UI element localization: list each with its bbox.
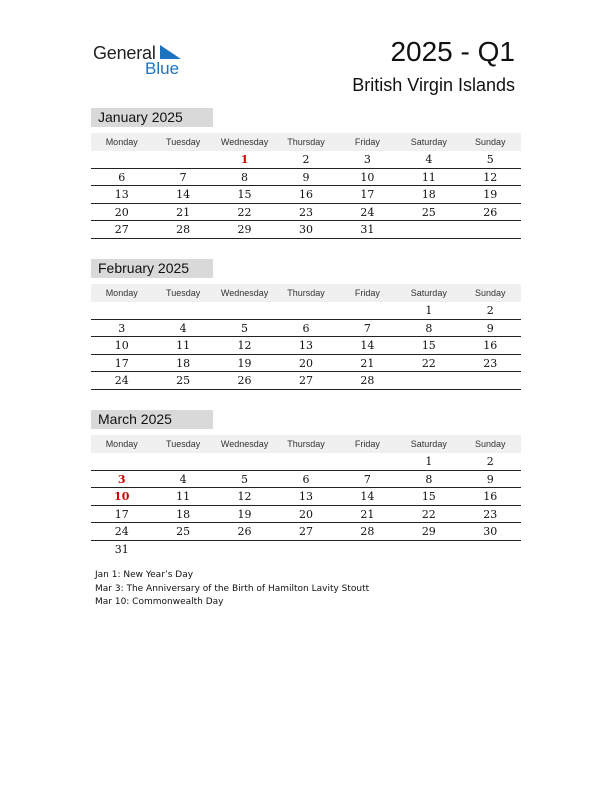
day-cell bbox=[337, 541, 398, 558]
weekday-label: Wednesday bbox=[220, 288, 269, 298]
day-cell: 6 bbox=[302, 321, 310, 335]
day-cell: 7 bbox=[363, 472, 371, 486]
weekday-label: Thursday bbox=[287, 439, 325, 449]
weekday-label: Friday bbox=[354, 137, 380, 147]
day-cell bbox=[91, 302, 152, 319]
day-cell: 26 bbox=[237, 525, 252, 538]
day-cell bbox=[214, 541, 275, 558]
month-label: January 2025 bbox=[91, 108, 213, 127]
day-cell: 15 bbox=[421, 490, 436, 503]
day-cell: 14 bbox=[360, 490, 375, 503]
weekday-header bbox=[91, 133, 521, 151]
day-cell: 24 bbox=[114, 374, 129, 387]
day-cell: 16 bbox=[483, 490, 498, 503]
page-title: 2025 - Q1 bbox=[390, 36, 515, 67]
day-cell: 3 bbox=[118, 321, 126, 335]
logo-blue-text: Blue bbox=[145, 59, 180, 78]
day-cell: 20 bbox=[114, 205, 129, 219]
day-cell: 13 bbox=[298, 339, 313, 352]
day-cell: 21 bbox=[360, 507, 375, 521]
day-cell: 11 bbox=[421, 170, 436, 184]
day-cell: 4 bbox=[179, 321, 187, 335]
day-cell: 2 bbox=[302, 153, 310, 166]
day-cell: 12 bbox=[237, 339, 252, 352]
day-cell: 31 bbox=[360, 223, 375, 236]
day-cell: 19 bbox=[237, 356, 252, 370]
day-cell: 10 bbox=[114, 339, 129, 352]
week-row bbox=[91, 320, 521, 338]
week-row bbox=[91, 471, 521, 489]
day-cell: 19 bbox=[483, 188, 498, 201]
weekday-label: Sunday bbox=[474, 288, 506, 298]
day-cell: 13 bbox=[298, 490, 313, 503]
weekday-label: Tuesday bbox=[166, 288, 201, 298]
week-row bbox=[91, 372, 521, 390]
day-cell: 3 bbox=[117, 472, 126, 486]
day-cell: 17 bbox=[114, 356, 129, 370]
day-cell bbox=[275, 453, 336, 470]
day-cell: 21 bbox=[360, 356, 375, 370]
day-cell: 13 bbox=[114, 188, 129, 201]
day-cell: 26 bbox=[237, 374, 252, 387]
day-cell bbox=[275, 541, 336, 558]
day-cell: 7 bbox=[363, 321, 371, 335]
week-row bbox=[91, 355, 521, 373]
day-cell: 6 bbox=[302, 472, 310, 486]
day-cell: 28 bbox=[360, 525, 375, 538]
weekday-label: Wednesday bbox=[220, 137, 269, 147]
day-cell bbox=[152, 453, 213, 470]
weekday-label: Saturday bbox=[410, 137, 447, 147]
day-cell: 24 bbox=[360, 205, 375, 219]
day-cell bbox=[460, 541, 521, 558]
week-row bbox=[91, 488, 521, 506]
day-cell: 27 bbox=[298, 374, 313, 387]
day-cell: 12 bbox=[237, 490, 252, 503]
day-cell: 17 bbox=[360, 188, 375, 201]
day-cell bbox=[337, 302, 398, 319]
day-cell bbox=[398, 372, 459, 389]
day-cell bbox=[398, 541, 459, 558]
day-cell: 1 bbox=[240, 153, 249, 166]
day-cell: 5 bbox=[241, 321, 249, 335]
weekday-header bbox=[91, 284, 521, 302]
month-block bbox=[91, 259, 521, 390]
weekday-label: Thursday bbox=[287, 288, 325, 298]
day-cell: 9 bbox=[486, 472, 494, 486]
day-cell: 28 bbox=[176, 223, 191, 236]
weekday-header bbox=[91, 435, 521, 453]
day-cell: 15 bbox=[237, 188, 252, 201]
week-row bbox=[91, 186, 521, 204]
weekday-label: Monday bbox=[105, 439, 138, 449]
day-cell: 11 bbox=[176, 490, 191, 503]
day-cell: 23 bbox=[483, 356, 498, 370]
weekday-label: Tuesday bbox=[166, 439, 201, 449]
weekday-label: Sunday bbox=[474, 439, 506, 449]
month-label: March 2025 bbox=[91, 410, 213, 429]
weekday-label: Friday bbox=[354, 439, 380, 449]
week-row bbox=[91, 204, 521, 222]
day-cell: 8 bbox=[241, 170, 249, 184]
day-cell: 18 bbox=[176, 507, 191, 521]
holiday-note: Mar 10: Commonwealth Day bbox=[95, 597, 224, 607]
weekday-label: Tuesday bbox=[166, 137, 201, 147]
day-cell: 1 bbox=[425, 455, 433, 468]
day-cell bbox=[214, 453, 275, 470]
day-cell: 29 bbox=[421, 525, 436, 538]
week-row bbox=[91, 151, 521, 169]
day-cell bbox=[398, 221, 459, 238]
month-label: February 2025 bbox=[91, 259, 213, 278]
day-cell: 9 bbox=[486, 321, 494, 335]
weekday-label: Wednesday bbox=[220, 439, 269, 449]
day-cell: 17 bbox=[114, 507, 129, 521]
week-row bbox=[91, 302, 521, 320]
weekday-label: Thursday bbox=[287, 137, 325, 147]
day-cell: 2 bbox=[486, 304, 494, 317]
day-cell: 22 bbox=[421, 507, 436, 521]
day-cell: 29 bbox=[237, 223, 252, 236]
day-cell: 23 bbox=[483, 507, 498, 521]
day-cell bbox=[275, 302, 336, 319]
day-cell: 14 bbox=[176, 188, 191, 201]
day-cell: 18 bbox=[421, 188, 436, 201]
week-row bbox=[91, 506, 521, 524]
week-row bbox=[91, 337, 521, 355]
day-cell: 4 bbox=[425, 153, 433, 166]
weekday-label: Saturday bbox=[410, 288, 447, 298]
day-cell: 14 bbox=[360, 339, 375, 352]
day-cell: 30 bbox=[298, 223, 313, 236]
day-cell: 5 bbox=[241, 472, 249, 486]
week-row bbox=[91, 541, 521, 558]
day-cell: 23 bbox=[298, 205, 313, 219]
day-cell: 3 bbox=[363, 153, 371, 166]
day-cell: 7 bbox=[179, 170, 187, 184]
day-cell: 8 bbox=[425, 321, 433, 335]
week-row bbox=[91, 169, 521, 187]
day-cell: 28 bbox=[360, 374, 375, 387]
day-cell: 12 bbox=[483, 170, 498, 184]
country-subtitle: British Virgin Islands bbox=[352, 75, 515, 95]
day-cell: 6 bbox=[118, 170, 126, 184]
day-cell bbox=[214, 302, 275, 319]
day-cell: 25 bbox=[176, 525, 191, 538]
day-cell: 4 bbox=[179, 472, 187, 486]
day-cell bbox=[460, 221, 521, 238]
day-cell bbox=[91, 151, 152, 168]
holiday-note: Mar 3: The Anniversary of the Birth of Hamilton Lavity Stoutt bbox=[95, 583, 370, 594]
day-cell: 18 bbox=[176, 356, 191, 370]
day-cell: 2 bbox=[486, 455, 494, 468]
day-cell bbox=[152, 302, 213, 319]
day-cell: 27 bbox=[114, 223, 129, 236]
week-row bbox=[91, 453, 521, 471]
holiday-notes bbox=[95, 569, 369, 610]
day-cell: 25 bbox=[421, 205, 436, 219]
holiday-note: Jan 1: New Year’s Day bbox=[95, 570, 194, 580]
day-cell: 22 bbox=[421, 356, 436, 370]
weekday-label: Monday bbox=[105, 137, 138, 147]
logo-general-text: General bbox=[93, 43, 156, 63]
day-cell: 20 bbox=[298, 507, 313, 521]
weekday-label: Monday bbox=[105, 288, 138, 298]
day-cell: 19 bbox=[237, 507, 252, 521]
day-cell: 11 bbox=[176, 339, 191, 352]
day-cell: 1 bbox=[425, 304, 433, 317]
day-cell bbox=[152, 151, 213, 168]
weekday-label: Sunday bbox=[474, 137, 506, 147]
month-block bbox=[91, 108, 521, 239]
day-cell: 9 bbox=[302, 170, 310, 184]
day-cell: 5 bbox=[486, 153, 494, 166]
day-cell: 21 bbox=[176, 205, 191, 219]
week-row bbox=[91, 523, 521, 541]
logo-triangle-icon bbox=[160, 45, 181, 59]
day-cell: 10 bbox=[114, 490, 130, 503]
day-cell: 30 bbox=[483, 525, 498, 538]
day-cell bbox=[337, 453, 398, 470]
week-row bbox=[91, 221, 521, 239]
day-cell: 10 bbox=[360, 170, 375, 184]
weekday-label: Friday bbox=[354, 288, 380, 298]
day-cell: 31 bbox=[114, 542, 129, 556]
day-cell: 26 bbox=[483, 205, 498, 219]
day-cell: 16 bbox=[298, 188, 313, 201]
day-cell: 22 bbox=[237, 205, 252, 219]
day-cell bbox=[460, 372, 521, 389]
month-block bbox=[91, 410, 521, 557]
day-cell: 16 bbox=[483, 339, 498, 352]
day-cell: 25 bbox=[176, 374, 191, 387]
day-cell bbox=[91, 453, 152, 470]
day-cell bbox=[152, 541, 213, 558]
generalblue-logo bbox=[93, 40, 193, 80]
day-cell: 24 bbox=[114, 525, 129, 538]
weekday-label: Saturday bbox=[410, 439, 447, 449]
day-cell: 20 bbox=[298, 356, 313, 370]
day-cell: 8 bbox=[425, 472, 433, 486]
day-cell: 27 bbox=[298, 525, 313, 538]
day-cell: 15 bbox=[421, 339, 436, 352]
